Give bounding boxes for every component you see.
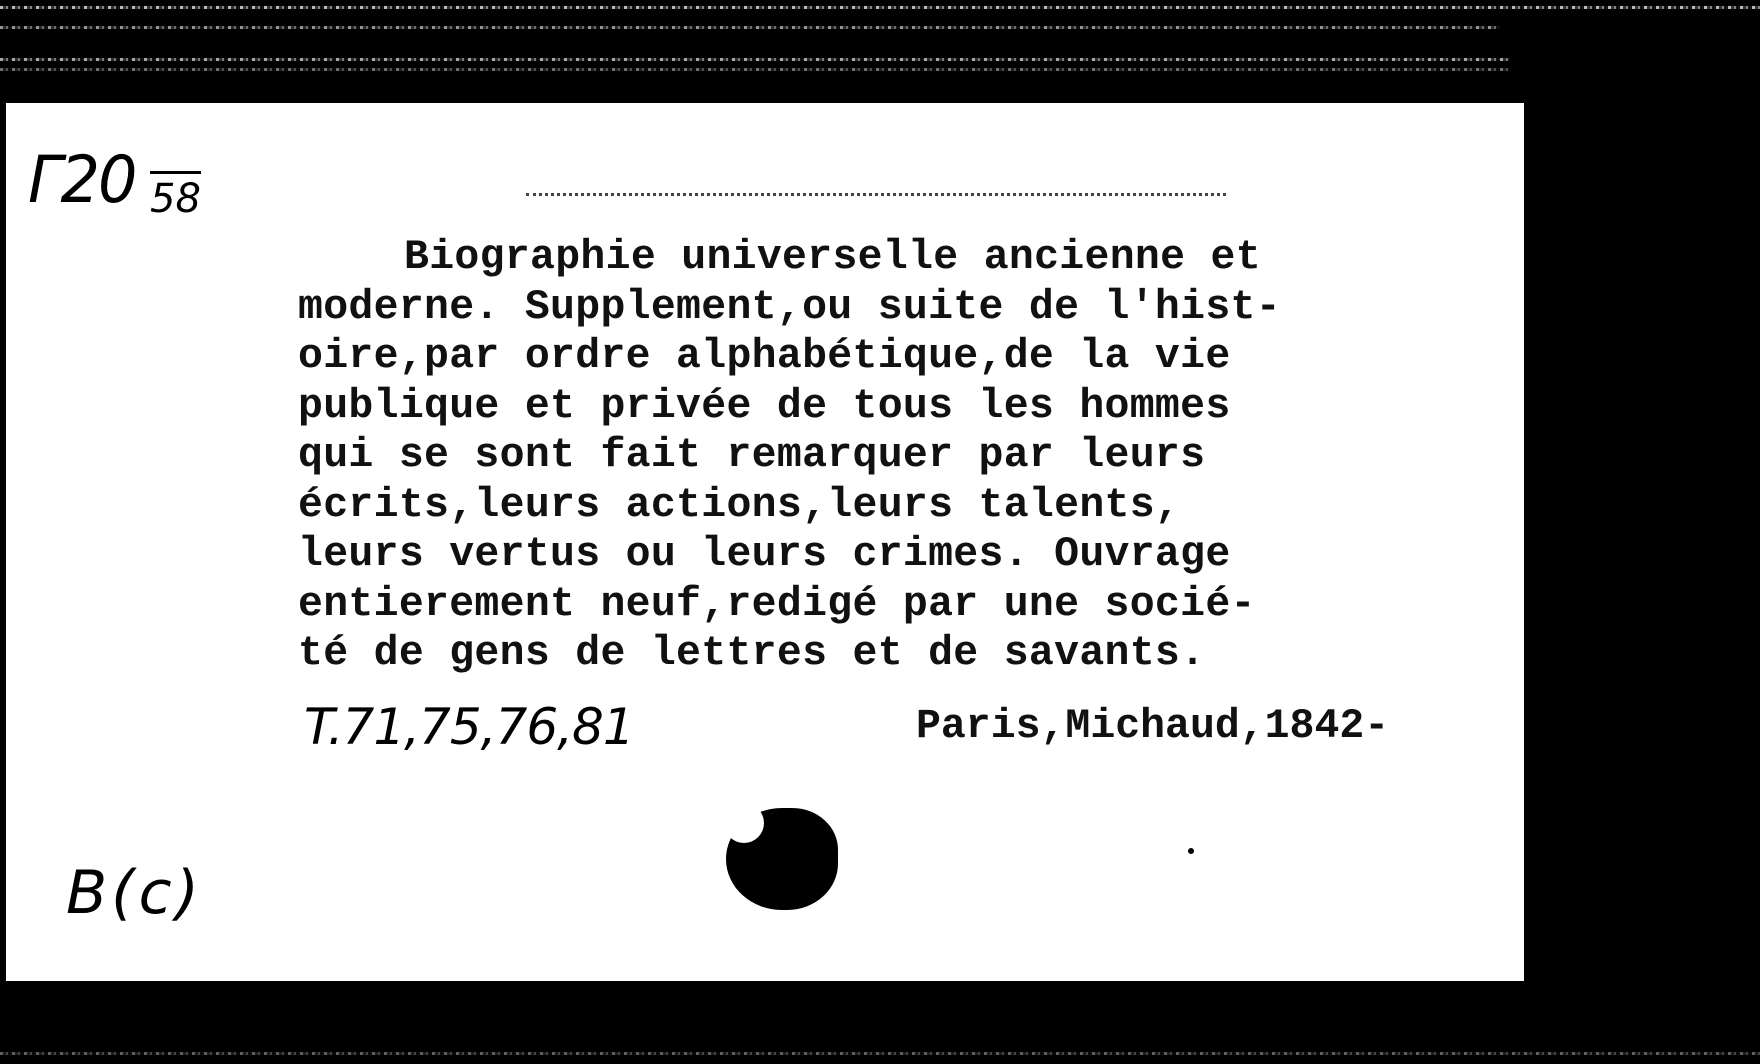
call-number: Г20: [28, 141, 136, 218]
description-line: qui se sont fait remarquer par leurs: [298, 432, 1206, 479]
scan-border-line: [0, 68, 1510, 71]
description-line: Biographie universelle ancienne et: [404, 234, 1261, 281]
description-line: té de gens de lettres et de savants.: [298, 630, 1206, 677]
card-description: [298, 233, 1528, 679]
catalog-card: [6, 103, 1524, 981]
description-line: leurs vertus ou leurs crimes. Ouvrage: [298, 531, 1231, 578]
description-line: entierement neuf,redigé par une socié-: [298, 580, 1256, 628]
punch-hole-notch: [724, 803, 764, 843]
scan-border-bottom: [0, 1052, 1760, 1055]
ink-speck: [1188, 848, 1194, 854]
dotted-rule: [526, 193, 1226, 196]
imprint: Paris,Michaud,1842-: [916, 703, 1390, 750]
scan-border-top: [0, 6, 1760, 9]
description-line: oire,par ordre alphabétique,de la vie: [298, 333, 1231, 380]
description-line: publique et privée de tous les hommes: [298, 382, 1231, 430]
call-number-sub: 58: [150, 171, 201, 222]
description-line: moderne. Supplement,ou suite de l'hist-: [298, 283, 1281, 331]
scan-border-line: [0, 58, 1510, 61]
shelf-mark: B(c): [66, 858, 203, 928]
description-line: écrits,leurs actions,leurs talents,: [298, 481, 1181, 529]
volume-numbers: T.71,75,76,81: [304, 698, 634, 756]
scan-border-line: [0, 26, 1500, 29]
